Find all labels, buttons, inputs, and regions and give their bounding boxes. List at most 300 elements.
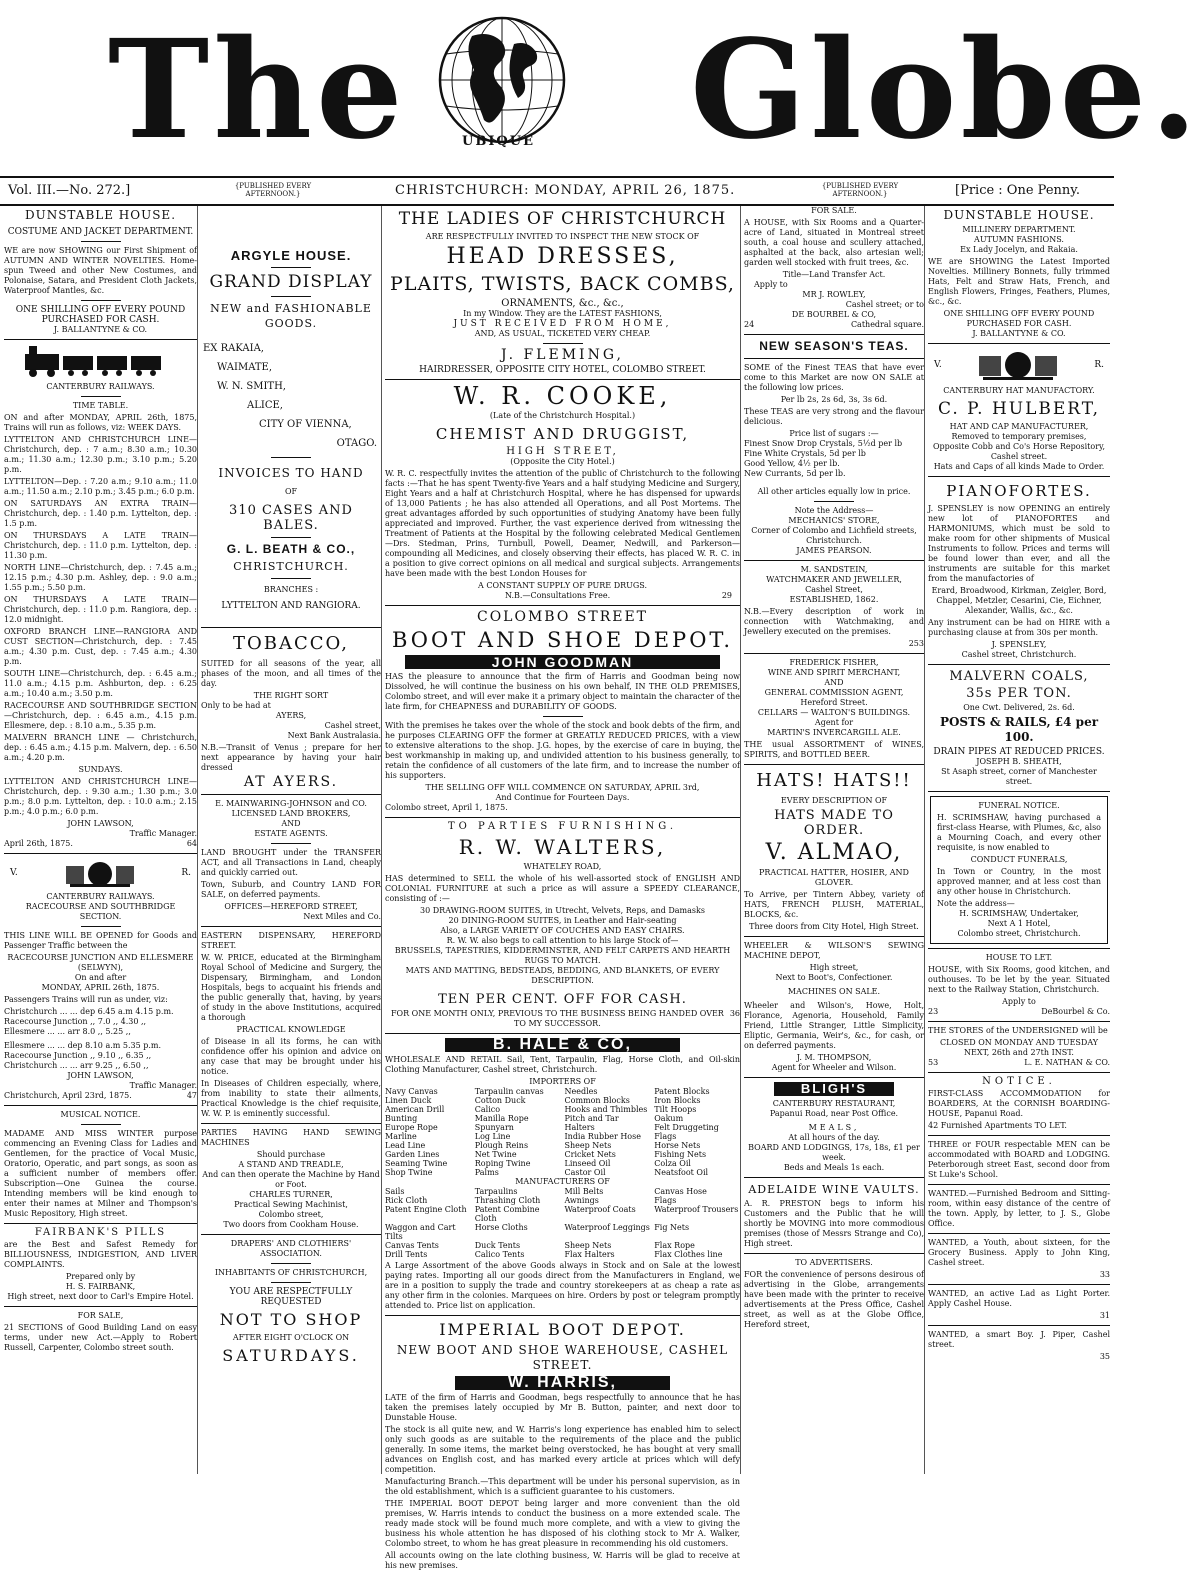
ad-funeral-body: H. SCRIMSHAW, having purchased a first-class Hearse, with Plumes, &c, also a Mourning Coach, and every other requisite, is now enabled to — [937, 813, 1101, 852]
manufacturer-item: Waggon and Cart Tilts — [385, 1223, 456, 1241]
ad-preston-body: A. R. PRESTON begs to inform his Customers and the Public that he will shortly be MOVING into more commodious premises (those of Messrs Strange and Co), High street. — [744, 1199, 924, 1248]
importer-item: Linen Duck — [385, 1096, 432, 1105]
manufacturer-item: Flax Clothes line — [654, 1250, 723, 1259]
divider — [543, 343, 583, 344]
ad-forsale-title: FOR SALE. — [811, 206, 857, 215]
ad-fisher-title: WINE AND SPIRIT MERCHANT, — [767, 668, 901, 677]
ad-piano-hire: Any instrument can be had on HIRE with a purchasing clause at from 30s per month. — [928, 618, 1110, 637]
ad-adelaide-title: ADELAIDE WINE VAULTS. — [748, 1183, 920, 1196]
ad-mainwaring-sub2: ESTATE AGENTS. — [254, 829, 328, 838]
importer-item: India Rubber Hose — [564, 1132, 641, 1141]
ad-ten-percent: TEN PER CENT. OFF FOR CASH. — [438, 992, 687, 1007]
ad-forsale-addr: Cashel street; or to — [845, 300, 924, 309]
ad-tobacco-ayers: AYERS, — [275, 711, 307, 720]
ad-parties-title: PARTIES HAVING HAND SEWING MACHINES — [201, 1128, 381, 1147]
importer-item: Palms — [474, 1168, 499, 1177]
ad-wanted-4: WANTED, a smart Boy. J. Piper, Cashel street. — [928, 1330, 1110, 1349]
manufacturer-item: Drill Tents — [385, 1250, 428, 1259]
sugar-price: New Currants, 5d per lb. — [744, 469, 846, 478]
divider — [928, 1233, 1110, 1234]
ad-malvern-title: MALVERN COALS, — [949, 669, 1089, 684]
divider — [4, 339, 197, 340]
divider — [744, 358, 924, 359]
ad-hulbert-name: C. P. HULBERT, — [937, 399, 1101, 419]
importer-item: Bunting — [385, 1114, 418, 1123]
ad-colombo-title: COLOMBO STREET — [476, 609, 649, 625]
ad-rail-line: RACECOURSE AND SOUTHBRIDGE SECTION—Christchurch, dep. : 6.45 a.m., 4.15 p.m. Ellesmere, dep. : 8.10 a.m., 5.35 p.m. — [4, 701, 197, 730]
ad-dispensary-body3: In Diseases of Children especially, where, from inability to state their ailments, Practical Knowledge is the chief requisite, W. W. P. is eminently successful. — [201, 1079, 381, 1118]
ad-bligh-beds: Beds and Meals 1s each. — [783, 1163, 885, 1172]
ad-fleming: J. FLEMING, — [501, 347, 624, 363]
importer-item: Patent Blocks — [654, 1087, 710, 1096]
crest-r: R. — [1094, 360, 1104, 370]
ad-rail2-on: On and after — [74, 973, 127, 982]
divider — [81, 926, 121, 927]
manufacturer-item: Awnings — [564, 1196, 599, 1205]
importer-item: Linseed Oil — [564, 1159, 611, 1168]
ad-musical-body: MADAME AND MISS WINTER purpose commencing an Evening Class for Ladies and Gentlemen, for the practice of Vocal Music, Oratorio, Operatic, and part songs, as soon as a sufficient number of members offer. Subscription—One Guinea the course. Intending members will be kind enough to enter their names at Milner and Thompson's Music Repository, High street. — [4, 1129, 197, 1218]
manufacturers-list — [385, 1187, 740, 1259]
ad-fisher-name: FREDERICK FISHER, — [789, 658, 879, 667]
ad-rail2-date: MONDAY, APRIL 26th, 1875. — [41, 983, 160, 992]
ad-sandstein-name: M. SANDSTEIN, — [800, 565, 868, 574]
manufacturer-item: Patent Combine Cloth — [474, 1205, 540, 1223]
sugar-price: Fine White Crystals, 5d per lb — [744, 449, 866, 458]
ad-wheeler-next: Next to Boot's, Confectioner. — [775, 973, 893, 982]
divider — [744, 653, 924, 654]
ad-wheeler-body: Wheeler and Wilson's, Howe, Holt, Florance, Agenoria, Household, Family Friend, Little Stranger, Little Simplicity, Eliptic, Germania, Weir's, &c., for cash, or on deferred payments. — [744, 1001, 924, 1050]
ad-stores-closed: CLOSED ON MONDAY AND TUESDAY NEXT, 26th and 27th INST. — [939, 1038, 1099, 1057]
ad-bligh-hours: At all hours of the day. — [788, 1133, 880, 1142]
ad-tobacco-addr2: Next Bank Australasia. — [287, 731, 381, 740]
ad-wheeler-addr: High street, — [809, 963, 859, 972]
ship-name: WAIMATE, — [217, 362, 273, 373]
ad-mainwaring-sub: LICENSED LAND BROKERS, — [231, 809, 351, 818]
royal-crest — [934, 348, 1104, 382]
divider — [271, 843, 311, 844]
ad-rail-sundays: SUNDAYS. — [78, 765, 123, 774]
ad-goodman-sell: THE SELLING OFF WILL COMMENCE ON SATURDAY, APRIL 3rd, — [425, 783, 700, 792]
divider — [744, 334, 924, 335]
ad-rail-line: OXFORD BRANCH LINE—RANGIORA AND CUST SECTION—Christchurch, dep. : 7.45 a.m.; 4.30 p.m. Cust, dep. : 7.45 a.m.; 4.30 p.m. — [4, 627, 197, 666]
ad-almao-addr: Three doors from City Hotel, High Street. — [749, 922, 919, 931]
ad-hulbert-addr: Opposite Cobb and Co's Horse Repository, Cashel street. — [932, 442, 1106, 461]
ad-tobacco-body: SUITED for all seasons of the year, all phases of the moon, and all times of the day. — [201, 659, 381, 688]
ad-argyle-title: ARGYLE HOUSE. — [230, 248, 352, 263]
ad-hale-body: WHOLESALE AND RETAIL Sail, Tent, Tarpaulin, Flag, Horse Cloth, and Oil-skin Clothing Manufacturer, Cashel street, Christchurch. — [385, 1055, 740, 1074]
ad-boot-depot: BOOT AND SHOE DEPOT. — [391, 628, 734, 652]
importer-item: Lead Line — [385, 1141, 426, 1150]
ad-forsale-name: MR J. ROWLEY, — [802, 290, 866, 299]
ad-walters-road: WHATELEY ROAD, — [523, 862, 602, 871]
ad-hat-factory: CANTERBURY HAT MANUFACTORY. — [943, 386, 1095, 395]
ad-cooke-supply: A CONSTANT SUPPLY OF PURE DRUGS. — [478, 581, 647, 590]
ad-teas-list-title: Price list of sugars :— — [789, 429, 879, 438]
ad-harris-body: LATE of the firm of Harris and Goodman, begs respectfully to announce that he has taken the premises lately occupied by Mr B. Button, painter, and next door to Dunstable House. — [385, 1393, 740, 1422]
ad-three-men: THREE or FOUR respectable MEN can be accommodated with BOARD and LODGING. Peterborough street East, second door from St Luke's School. — [928, 1140, 1110, 1179]
importer-item: Iron Blocks — [654, 1096, 701, 1105]
divider — [4, 1306, 197, 1307]
importer-item: Net Twine — [474, 1150, 517, 1159]
manufacturer-item: Waterproof Leggings — [564, 1223, 650, 1232]
ad-ladies-title: THE LADIES OF CHRISTCHURCH — [398, 209, 727, 229]
importer-item: Colza Oil — [654, 1159, 691, 1168]
ad-dunstable2-sign: J. BALLANTYNE & CO. — [972, 329, 1066, 338]
crest-v: V. — [10, 868, 18, 878]
ad-rail-line: NORTH LINE—Christchurch, dep. : 7.45 a.m.; 12.15 p.m.; 4.30 p.m. Ashley, dep. : 9.0 a.m.; 1.55 p.m.; 5.50 p.m. — [4, 563, 197, 592]
ad-funeral-addr: Colombo street, Christchurch. — [957, 929, 1081, 938]
ad-piano-makers: Erard, Broadwood, Kirkman, Zeigler, Bord, Chappel, Metzler, Cesarini, Cie, Eichner, Alexander, Wallis, &c., &c. — [931, 586, 1107, 615]
ad-hale-manufacturers: MANUFACTURERS OF — [515, 1177, 610, 1186]
ad-teas-name: JAMES PEARSON. — [796, 546, 872, 555]
ad-harris-body4: THE IMPERIAL BOOT DEPOT being larger and more convenient than the old premises, W. Harris intends to conduct the business on a more extended scale. The ready made stock will be found much more complete, and with a view to giving the business his whole attention he has disposed of his clothing stock to Mr A. Walker, Colombo street, to whom he has great pleasure in recommending his old customers. — [385, 1499, 740, 1548]
importer-item: Felt Druggeting — [654, 1123, 719, 1132]
crest-icon — [973, 348, 1063, 382]
ad-cooke-name: W. R. COOKE, — [453, 382, 672, 410]
ad-ladies-invite: ARE RESPECTFULLY INVITED TO INSPECT THE NEW STOCK OF — [425, 232, 700, 241]
ad-walters-body: HAS determined to SELL the whole of his well-assorted stock of ENGLISH AND COLONIAL FURNITURE at such a price as will assure a SPEEDY CLEARANCE, consisting of :— — [385, 874, 740, 903]
ad-cooke-nb: N.B.—Consultations Free. — [505, 591, 611, 600]
ad-funeral-box — [930, 796, 1108, 944]
divider — [271, 1282, 311, 1283]
ad-forsale-num: 24 — [744, 320, 755, 329]
ad-rail2-body: THIS LINE WILL BE OPENED for Goods and Passenger Traffic between the — [4, 931, 197, 950]
manufacturer-item: Canvas Hose — [654, 1187, 707, 1196]
ad-land-office: OFFICES—HEREFORD STREET, — [224, 902, 358, 911]
ad-let-apply: Apply to — [1002, 997, 1036, 1006]
column-2 — [201, 206, 382, 1474]
ad-notice-let: 42 Furnished Apartments TO LET. — [928, 1121, 1067, 1130]
ad-hulbert-removed: Removed to temporary premises, — [951, 432, 1087, 441]
ad-cooke-late: (Late of the Christchurch Hospital.) — [489, 411, 636, 420]
importer-item: American Drill — [385, 1105, 445, 1114]
importer-item: Marline — [385, 1132, 417, 1141]
ad-wanted-3-num: 31 — [1099, 1311, 1110, 1320]
manufacturer-item: Flax Rope — [654, 1241, 695, 1250]
ad-rail2-date2: Christchurch, April 23rd, 1875. — [4, 1091, 132, 1100]
ad-parties-body: Should purchase — [256, 1150, 326, 1159]
ad-dunstable-sub: COSTUME AND JACKET DEPARTMENT. — [7, 227, 194, 237]
divider — [201, 1234, 381, 1235]
ad-land-town: Town, Suburb, and Country LAND FOR SALE, on deferred payments. — [201, 880, 381, 899]
dateline — [0, 176, 1114, 206]
ad-wanted-4-num: 35 — [1099, 1352, 1110, 1361]
divider — [4, 853, 197, 854]
ad-wanted-1: WANTED.—Furnished Bedroom and Sitting-room, within easy distance of the centre of the town. Apply, by letter, to J. S., Globe Office. — [928, 1189, 1110, 1228]
ad-bligh-board: BOARD AND LODGINGS, 17s, 18s, £1 per week. — [748, 1143, 920, 1162]
ad-walters-carpets: BRUSSELS, TAPESTRIES, KIDDERMINSTER, AND FELT CARPETS AND HEARTH RUGS TO MATCH. — [394, 946, 731, 965]
masthead-motto: UBIQUE — [462, 134, 535, 149]
ad-requested: YOU ARE RESPECTFULLY REQUESTED — [229, 1287, 353, 1307]
ad-dispensary-body: W. W. PRICE, educated at the Birmingham Royal School of Medicine and Surgery, the Dispensary, Birmingham, and London Hospitals, begs to acquaint his friends and the public generally that, having, by years of study in the above Institutions, acquired a thorough — [201, 953, 381, 1022]
manufacturer-item: Tarpaulins — [474, 1187, 518, 1196]
ad-teas-body: SOME of the Finest TEAS that have ever come to this Market are now ON SALE at the following low prices. — [744, 363, 924, 392]
ad-spensley-addr: Cashel street, Christchurch. — [961, 650, 1077, 659]
ad-argyle-of: OF — [284, 487, 298, 496]
ad-dunstable-body: WE are now SHOWING our First Shipment of AUTUMN AND WINTER NOVELTIES. Home-spun Tweed and other New Costumes, and Polonaise, Satara, and President Cloth Jackets, Waterproof Mantles, &c. — [4, 246, 197, 295]
ship-name: CITY OF VIENNA, — [259, 419, 352, 430]
ad-pianofortes-title: PIANOFORTES. — [946, 482, 1092, 500]
ad-rail-sign-title: Traffic Manager. — [129, 829, 197, 838]
ad-hulbert-hats: Hats and Caps of all kinds Made to Order. — [933, 462, 1105, 471]
ad-inhabitants: INHABITANTS OF CHRISTCHURCH, — [214, 1268, 368, 1277]
timetable-row: Ellesmere ... ... arr 8.0 ,, 5.25 ,, — [4, 1027, 131, 1036]
ad-pills-addr: High street, next door to Carl's Empire Hotel. — [7, 1292, 194, 1301]
ad-teas-note: Note the Address— — [794, 506, 874, 515]
importer-item: Calico — [474, 1105, 501, 1114]
ad-hale-banner: B. HALE & CO, — [445, 1038, 680, 1052]
ad-piano-body: J. SPENSLEY is now OPENING an entirely new lot of PIANOFORTES and HARMONIUMS, which must be sold to make room for other shipments of Musical Instruments to follow. Prices and terms will be found lower than ever, and all the instruments are suitable for this market from the manufactories of — [928, 504, 1110, 583]
ad-stores-body: THE STORES of the UNDERSIGNED will be — [928, 1026, 1108, 1035]
ad-sale-title: FOR SALE, — [77, 1311, 124, 1320]
sugar-price: Finest Snow Drop Crystals, 5½d per lb — [744, 439, 903, 448]
importer-item: Tarpaulin canvas — [474, 1087, 544, 1096]
manufacturer-item: Fig Nets — [654, 1223, 690, 1232]
ad-teas-body2: These TEAS are very strong and the flavour delicious. — [744, 407, 924, 426]
manufacturer-item: Flax Halters — [564, 1250, 615, 1259]
ad-fisher-agent: Agent for — [814, 718, 854, 727]
ad-walters-item: R. W. W. also begs to call attention to his large Stock of— — [446, 936, 679, 945]
ad-malvern-cwt: One Cwt. Delivered, 2s. 6d. — [963, 703, 1075, 712]
ad-rail-line: LYTTELTON—Dep. : 7.20 a.m.; 9.10 a.m.; 11.0 a.m.; 11.50 a.m.; 2.10 p.m.; 3.45 p.m.; 6.0 p.m. — [4, 477, 197, 496]
divider — [928, 1135, 1110, 1136]
ad-notice-body: FIRST-CLASS ACCOMMODATION for BOARDERS, At the CORNISH BOARDING-HOUSE, Papanui Road. — [928, 1089, 1110, 1118]
ship-name: OTAGO. — [336, 438, 377, 449]
importer-item: Castor Oil — [564, 1168, 606, 1177]
divider — [928, 1325, 1110, 1326]
ad-pills-title: FAIRBANK'S PILLS — [34, 1227, 167, 1238]
ad-rail-title: CANTERBURY RAILWAYS. — [46, 382, 155, 391]
divider — [271, 578, 311, 579]
ad-teas-prices: Per lb 2s, 2s 6d, 3s, 3s 6d. — [780, 395, 888, 404]
ad-forsale-addr2: Cathedral square. — [850, 320, 924, 329]
royal-crest — [10, 858, 191, 888]
ship-name: ALICE, — [247, 400, 283, 411]
ad-turner: CHARLES TURNER, — [249, 1190, 333, 1199]
ad-goodman-cont: And Continue for Fourteen Days. — [495, 793, 630, 802]
ad-fleming-addr: HAIRDRESSER, OPPOSITE CITY HOTEL, COLOMBO STREET. — [419, 365, 706, 375]
importer-item: Europe Rope — [385, 1123, 438, 1132]
ad-wanted-2: WANTED, a Youth, about sixteen, for the Grocery Business. Apply to John King, Cashel street. — [928, 1238, 1110, 1267]
ad-walters-name: R. W. WALTERS, — [458, 835, 667, 859]
divider — [928, 1184, 1110, 1185]
ad-thompson-title: Agent for Wheeler and Wilson. — [771, 1063, 897, 1072]
ad-dunstable2-title: DUNSTABLE HOUSE. — [943, 208, 1095, 222]
ad-argyle-invoices: INVOICES TO HAND — [218, 466, 364, 480]
ad-walters-num: 36 — [729, 1009, 740, 1018]
manufacturer-item: Horse Cloths — [474, 1223, 528, 1232]
ad-rail-sign: JOHN LAWSON, — [67, 819, 134, 828]
issue-date: CHRISTCHURCH: MONDAY, APRIL 26, 1875. — [395, 183, 736, 198]
ad-harris-body5: All accounts owing on the late clothing business, W. Harris will be glad to receive at his new premises. — [385, 1551, 740, 1570]
timetable-row: Ellesmere ... ... dep 8.10 a.m 5.35 p.m. — [4, 1041, 162, 1050]
ad-tobacco-title: TOBACCO, — [233, 633, 349, 654]
divider — [928, 343, 1110, 344]
ad-teas-store: MECHANICS' STORE, — [788, 516, 880, 525]
divider — [271, 267, 311, 268]
manufacturer-item: Calico Tents — [474, 1250, 525, 1259]
ad-tobacco-sort: THE RIGHT SORT — [253, 691, 329, 700]
column-4 — [744, 206, 925, 1474]
ad-window: In my Window. They are the LATEST FASHIONS, — [463, 309, 662, 318]
ad-dunstable2-body: WE are SHOWING the Latest Imported Novelties. Millinery Bonnets, fully trimmed Hats, Felt and Straw Hats, French, and English Flowers, Fringes, Feathers, Plumes, &c., &c. — [928, 257, 1110, 306]
importer-item: Navy Canvas — [385, 1087, 438, 1096]
divider — [814, 501, 854, 502]
ad-imperial-sub: NEW BOOT AND SHOE WAREHOUSE, CASHEL STREET. — [396, 1343, 729, 1372]
divider — [4, 1105, 197, 1106]
ad-wheeler-title: WHEELER & WILSON'S SEWING MACHINE DEPOT, — [744, 941, 924, 960]
ad-rail-line: LYTTELTON AND CHRISTCHURCH LINE—Christchurch, dep. : 7 a.m.; 8.30 a.m.; 10.30 a.m.; 11.30 a.m.; 12.30 p.m.; 3.10 p.m.; 5.20 p.m. — [4, 435, 197, 474]
ad-pills-prep: Prepared only by — [65, 1272, 136, 1281]
crest-v: V. — [934, 360, 942, 370]
ad-notice-title: NOTICE. — [982, 1076, 1056, 1087]
importers-list — [385, 1087, 740, 1177]
crest-icon — [60, 858, 140, 888]
ad-fisher-and: AND — [824, 678, 844, 687]
manufacturer-item: Duck Tents — [474, 1241, 521, 1250]
masthead-the: The — [108, 10, 407, 170]
ad-parties-body2: And can then operate the Machine by Hand or Foot. — [202, 1170, 380, 1189]
masthead-globe: Globe. — [690, 10, 1202, 170]
ad-bligh-addr: Papanui Road, near Post Office. — [769, 1109, 899, 1118]
volume-number: Vol. III.—No. 272.] — [8, 183, 131, 198]
ad-let-num: 23 — [928, 1007, 939, 1016]
ad-dunstable2-shilling: ONE SHILLING OFF EVERY POUND PURCHASED FOR CASH. — [943, 309, 1095, 328]
importer-item: Fishing Nets — [654, 1150, 707, 1159]
ad-dispensary-pk: PRACTICAL KNOWLEDGE — [236, 1025, 346, 1034]
timetable-row: Christchurch ... ... arr 9.25 ,, 6.50 ,, — [4, 1061, 149, 1070]
divider — [385, 605, 740, 606]
divider — [744, 560, 924, 561]
ad-rail2-sub: RACECOURSE AND SOUTHBRIDGE SECTION. — [25, 902, 176, 921]
ad-dunstable2-ex: Ex Lady Jocelyn, and Rakaia. — [960, 245, 1078, 254]
ad-funeral-conduct: CONDUCT FUNERALS, — [970, 855, 1068, 864]
ad-forsale-apply: Apply to — [754, 280, 788, 289]
divider — [928, 1072, 1110, 1073]
ad-land-body: LAND BROUGHT under the TRANSFER ACT, and all Transactions in Land, cheaply and quickly carried out. — [201, 848, 381, 877]
ad-beath-city: CHRISTCHURCH. — [233, 560, 349, 573]
ad-one-month: FOR ONE MONTH ONLY, PREVIOUS TO THE BUSINESS BEING HANDED OVER TO MY SUCCESSOR. — [390, 1009, 724, 1028]
ad-goodman-banner: JOHN GOODMAN — [405, 655, 720, 669]
ad-cooke-chemist: CHEMIST AND DRUGGIST, — [435, 425, 690, 443]
divider — [81, 396, 121, 397]
importer-item: Hooks and Thimbles — [564, 1105, 648, 1114]
ad-funeral-body2: In Town or Country, in the most approved manner, and at less cost than any other house in Christchurch. — [937, 867, 1101, 896]
ad-sheath-addr: St Asaph street, corner of Manchester street. — [941, 767, 1097, 786]
masthead — [0, 0, 1202, 176]
ad-posts: POSTS & RAILS, £4 per 100. — [939, 715, 1099, 744]
manufacturer-item: Waterproof Trousers — [654, 1205, 739, 1214]
ad-rail-intro: ON and after MONDAY, APRIL 26th, 1875, Trains will run as follows, viz: WEEK DAYS. — [4, 413, 197, 432]
ad-wheeler-sale: MACHINES ON SALE. — [787, 987, 881, 996]
ad-hats-made: HATS MADE TO ORDER. — [774, 808, 894, 838]
ad-plaits: PLAITS, TWISTS, BACK COMBS, — [390, 273, 735, 295]
manufacturer-item: Patent Engine Cloth — [385, 1205, 467, 1214]
manufacturer-item: Sails — [385, 1187, 405, 1196]
ad-rail-line: ON THURSDAYS A LATE TRAIN—Christchurch, dep. : 11.0 p.m. Rangiora, dep. : 12.0 midnight. — [4, 595, 197, 624]
divider — [385, 817, 740, 818]
ad-stores-num: 53 — [928, 1058, 939, 1067]
ad-almao-title: PRACTICAL HATTER, HOSIER, AND GLOVER. — [759, 868, 909, 887]
ad-rail-num: 64 — [186, 839, 197, 848]
divider — [271, 537, 311, 538]
ad-land-office2: Next Miles and Co. — [303, 912, 381, 921]
importer-item: Cricket Nets — [564, 1150, 616, 1159]
timetable-row: Racecourse Junction ,, 7.0 ,, 4.30 ,, — [4, 1017, 147, 1026]
manufacturer-item: Canvas Tents — [385, 1241, 439, 1250]
ad-argyle-grand: GRAND DISPLAY — [209, 272, 373, 292]
importer-item: Plough Reins — [474, 1141, 529, 1150]
ad-harris-body3: Manufacturing Branch.—This department will be under his personal supervision, as in the old establishment, which is a sufficient guarantee to his customers. — [385, 1477, 740, 1496]
ad-walters-item: Also, a LARGE VARIETY OF COUCHES AND EASY CHAIRS. — [440, 926, 685, 935]
ad-let-name: DeBourbel & Co. — [1041, 1007, 1110, 1016]
column-1 — [4, 206, 198, 1474]
ad-dunstable2-autumn: AUTUMN FASHIONS. — [974, 235, 1064, 244]
ad-beath-branch-list: LYTTELTON AND RANGIORA. — [221, 601, 361, 611]
manufacturer-item: Flags — [654, 1196, 677, 1205]
ad-rail-sunday-line: LYTTELTON AND CHRISTCHURCH LINE—Christchurch, dep. : 9.30 a.m.; 1.30 p.m.; 3.0 p.m.; 8.0 p.m. Lyttelton, dep. : 10.0 a.m.; 2.15 p.m.; 4.0 p.m.; 6.0 p.m. — [4, 777, 197, 816]
ad-dunstable-shilling: ONE SHILLING OFF EVERY POUND PURCHASED FOR CASH. — [15, 305, 186, 325]
ad-dispensary-body2: of Disease in all its forms, he can with confidence offer his opinion and advice on any case that may be brought under his notice. — [201, 1037, 381, 1076]
price: [Price : One Penny. — [955, 183, 1081, 198]
ad-sheath-name: JOSEPH B. SHEATH, — [976, 757, 1062, 766]
ad-dunstable-title: DUNSTABLE HOUSE. — [24, 208, 177, 222]
ad-wanted-3: WANTED, an active Lad as Light Porter. Apply Cashel House. — [928, 1289, 1110, 1308]
ship-name: W. N. SMITH, — [217, 381, 286, 392]
ad-rail2-title: CANTERBURY RAILWAYS. — [46, 892, 155, 901]
manufacturer-item: Sheep Nets — [564, 1241, 612, 1250]
divider — [201, 926, 381, 927]
ad-fisher-usual: THE usual ASSORTMENT of WINES, SPIRITS, and BOTTLED BEER. — [744, 740, 924, 759]
ad-let-body: HOUSE, with Six Rooms, good kitchen, and outhouses. To be let by the year. Situated next to the Railway Station, Christchurch. — [928, 965, 1110, 994]
importer-item: Cotton Duck — [474, 1096, 526, 1105]
divider — [385, 1033, 740, 1034]
ad-forsale-title2: Title—Land Transfer Act. — [782, 270, 886, 279]
ad-musical-title: MUSICAL NOTICE. — [60, 1110, 141, 1119]
ad-walters-item: 20 DINING-ROOM SUITES, in Leather and Hair-seating — [448, 916, 677, 925]
ad-advertisers-title: TO ADVERTISERS. — [795, 1258, 873, 1267]
divider — [271, 1263, 311, 1264]
divider — [201, 627, 381, 628]
ad-after: AFTER EIGHT O'CLOCK ON — [232, 1333, 350, 1342]
manufacturer-item: Thrashing Cloth — [474, 1196, 541, 1205]
published-right: {PUBLISHED EVERY AFTERNOON.} — [821, 182, 899, 198]
ad-bligh-title: CANTERBURY RESTAURANT, — [772, 1099, 896, 1108]
divider — [385, 1315, 740, 1316]
ad-almao-body: To Arrive, per Tintern Abbey, variety of HATS, FRENCH PLUSH, MATERIAL, BLOCKS, &c. — [744, 890, 924, 919]
crest-r: R. — [181, 868, 191, 878]
ad-bligh-banner: BLIGH'S — [774, 1082, 894, 1096]
ad-cooke-street: HIGH STREET, — [506, 446, 619, 457]
ad-almao-name: V. ALMAO, — [765, 840, 903, 865]
importer-item: Garden Lines — [385, 1150, 440, 1159]
ad-pills-name: H. S. FAIRBANK, — [65, 1282, 136, 1291]
ad-rail2-pass: Passengers Trains will run as under, viz: — [4, 995, 168, 1004]
ad-rail-line: MALVERN BRANCH LINE — Christchurch, dep. : 6.45 a.m.; 4.15 p.m. Malvern, dep. : 6.50 a.m.; 4.20 p.m. — [4, 733, 197, 762]
ad-rail2-num: 47 — [186, 1091, 197, 1100]
divider — [928, 1021, 1110, 1022]
importer-item: Spunyarn — [474, 1123, 514, 1132]
ad-funeral-note: Note the address— — [937, 899, 1015, 908]
divider — [81, 241, 121, 242]
published-left: {PUBLISHED EVERY AFTERNOON.} — [234, 182, 312, 198]
manufacturer-item: Waterproof Coats — [564, 1205, 636, 1214]
ad-drain: DRAIN PIPES AT REDUCED PRICES. — [933, 747, 1105, 757]
ad-forsale-body: A HOUSE, with Six Rooms and a Quarter-acre of Land, situated in Montreal street south, a coal house and scullery attached, asphalted at the back, also artesian well; garden well stocked with fruit trees, &c. — [744, 218, 924, 267]
ad-sandstein-addr: Cashel Street, — [805, 585, 863, 594]
ad-hulbert-title: HAT AND CAP MANUFACTURER, — [949, 422, 1089, 431]
divider — [744, 1177, 924, 1178]
